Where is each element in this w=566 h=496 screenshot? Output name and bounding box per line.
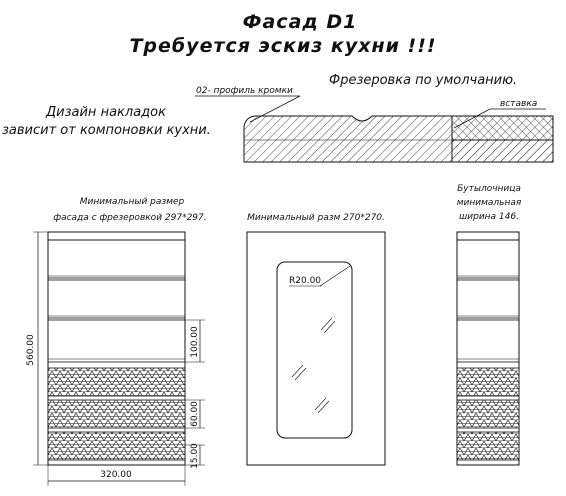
right-facade-caption-1: Бутылочница [457,184,521,194]
right-facade-caption-2: минимальная [456,198,522,208]
profile-section [195,86,553,162]
title-line-2: Требуется эскиз кухни !!! [129,35,437,57]
left-facade-caption-2: фасада с фрезеровкой 297*297. [53,213,207,223]
note-overlay-design-2: зависит от компоновки кухни. [2,123,211,138]
right-facade [457,232,519,465]
insert-label: вставка [500,99,538,109]
dim-height-560: 560.00 [26,334,36,366]
dim-60: 60.00 [190,401,200,427]
title-line-1: Фасад D1 [242,11,358,33]
dim-100: 100.00 [190,326,200,358]
middle-facade-caption: Минимальный разм 270*270. [247,213,385,223]
note-milling-default: Фрезеровка по умолчанию. [329,73,518,88]
middle-facade [247,232,385,465]
dim-width-320: 320.00 [100,470,132,480]
left-facade-caption-1: Минимальный размер [79,197,185,207]
radius-label: R20.00 [289,276,322,286]
note-overlay-design-1: Дизайн накладок [46,105,166,120]
edge-profile-label: 02- профиль кромки [196,86,293,96]
dim-15: 15.00 [190,443,200,469]
left-facade [26,232,205,486]
right-facade-caption-3: ширина 146. [459,212,519,222]
